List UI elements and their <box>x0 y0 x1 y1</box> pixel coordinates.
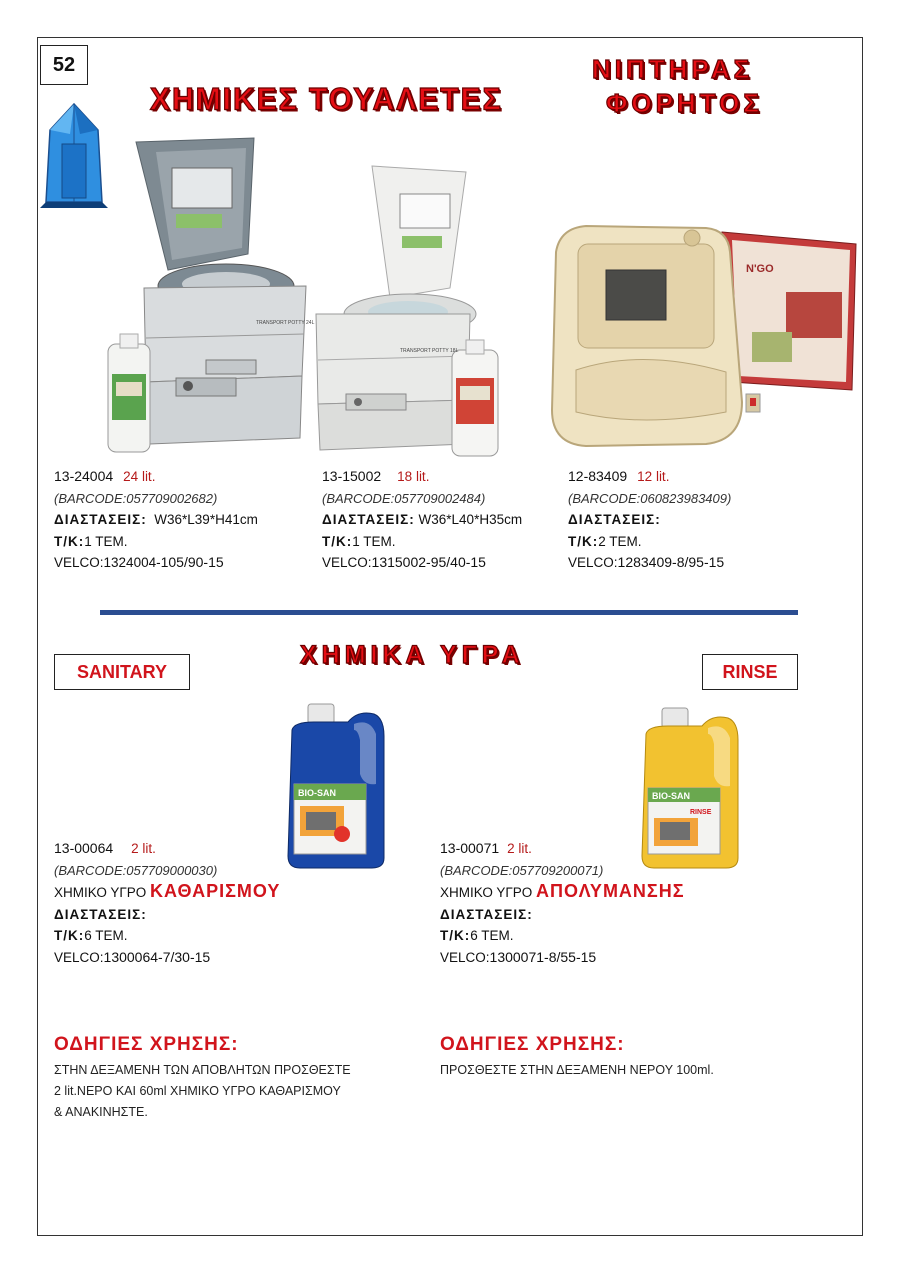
product-13-00064 <box>54 838 280 968</box>
instruction-line: 2 lit.ΝΕΡΟ ΚΑΙ 60ml ΧΗΜΙΚΟ ΥΓΡΟ ΚΑΘΑΡΙΣΜΟΥ <box>54 1084 341 1098</box>
pack-value: 1 ΤΕΜ. <box>84 533 128 549</box>
toilet-24l-image <box>106 138 315 458</box>
instructions-text-sanitary <box>54 1060 404 1123</box>
instructions-title-sanitary: ΟΔΗΓΙΕΣ ΧΡΗΣΗΣ: <box>54 1034 239 1055</box>
product-barcode: (BARCODE:057709002682) <box>54 490 218 506</box>
toilet-brand-label-2: TRANSPORT POTTY 18L <box>400 348 459 354</box>
washbasin-box-label: N'GO <box>746 263 774 275</box>
velco-code: 1315002-95/40-15 <box>371 554 486 570</box>
product-description-emphasis: ΑΠΟΛΥΜΑΝΣΗΣ <box>536 881 685 901</box>
velco-label: VELCO: <box>568 555 618 570</box>
sanitary-bottle-image <box>284 700 388 870</box>
velco-label: VELCO: <box>322 555 372 570</box>
product-capacity: 2 lit. <box>507 841 532 856</box>
dimensions-label: ΔΙΑΣΤΑΣΕΙΣ: <box>568 512 661 527</box>
pack-label: Τ/Κ: <box>440 928 471 943</box>
product-capacity: 2 lit. <box>131 841 156 856</box>
pack-label: Τ/Κ: <box>54 533 85 549</box>
velco-label: VELCO: <box>54 555 104 570</box>
product-capacity: 12 lit. <box>637 469 670 484</box>
page-number: 52 <box>40 45 88 85</box>
product-capacity: 18 lit. <box>397 469 430 484</box>
product-code: 13-24004 <box>54 468 114 484</box>
heading-portable-washbasin-2: ΦΟΡΗΤΟΣ <box>606 88 763 118</box>
pack-label: Τ/Κ: <box>54 928 85 943</box>
velco-code: 1283409-8/95-15 <box>617 554 725 570</box>
pack-value: 6 ΤΕΜ. <box>470 928 514 943</box>
dimensions-value: W36*L39*H41cm <box>154 512 258 527</box>
product-description: ΧΗΜΙΚΟ ΥΓΡΟ <box>54 885 151 900</box>
section-divider <box>100 610 798 615</box>
instruction-line: ΠΡΟΣΘΕΣΤΕ ΣΤΗΝ ΔΕΞΑΜΕΝΗ ΝΕΡΟΥ 100ml. <box>440 1063 714 1077</box>
product-code: 13-00071 <box>440 840 500 856</box>
product-barcode: (BARCODE:057709200071) <box>440 862 604 878</box>
bottle-brand-label: BIO-SAN <box>652 791 690 801</box>
product-capacity: 24 lit. <box>123 469 156 484</box>
dimensions-label: ΔΙΑΣΤΑΣΕΙΣ: <box>440 906 533 922</box>
product-13-00071 <box>440 838 685 968</box>
instruction-line: & ΑΝΑΚΙΝΗΣΤΕ. <box>54 1105 148 1119</box>
instructions-text-rinse <box>440 1060 790 1081</box>
sanitary-label: SANITARY <box>54 654 190 690</box>
toilet-18l-image <box>310 164 500 458</box>
dimensions-label: ΔΙΑΣΤΑΣΕΙΣ: <box>54 906 147 922</box>
washbasin-image <box>546 222 856 452</box>
velco-code: 1324004- <box>103 555 161 570</box>
dimensions-label: ΔΙΑΣΤΑΣΕΙΣ: <box>54 512 147 527</box>
shower-tent-image <box>40 100 108 212</box>
product-code: 13-15002 <box>322 468 382 484</box>
product-barcode: (BARCODE:057709002484) <box>322 490 486 506</box>
rinse-label: RINSE <box>702 654 798 690</box>
pack-value: 2 ΤΕΜ. <box>598 533 642 549</box>
dimensions-label: ΔΙΑΣΤΑΣΕΙΣ: <box>322 512 415 527</box>
instructions-title-rinse: ΟΔΗΓΙΕΣ ΧΡΗΣΗΣ: <box>440 1034 625 1055</box>
heading-portable-washbasin-1: ΝΙΠΤΗΡΑΣ <box>592 54 754 84</box>
product-description-emphasis: ΚΑΘΑΡΙΣΜΟΥ <box>150 881 281 901</box>
pack-value: 1 ΤΕΜ. <box>352 533 396 549</box>
product-barcode: (BARCODE:060823983409) <box>568 490 732 506</box>
bottle-rinse-label: RINSE <box>690 809 712 816</box>
pack-label: Τ/Κ: <box>568 533 599 549</box>
product-13-15002 <box>322 466 522 574</box>
product-barcode: (BARCODE:057709000030) <box>54 862 218 878</box>
heading-chemical-toilets: ΧΗΜΙΚΕΣ ΤΟΥΑΛΕΤΕΣ <box>150 82 503 117</box>
velco-code: 1300071-8/55-15 <box>489 948 597 965</box>
product-description: ΧΗΜΙΚΟ ΥΓΡΟ <box>440 885 537 900</box>
product-code: 12-83409 <box>568 468 628 484</box>
heading-chemical-liquids: ΧΗΜΙΚΑ ΥΓΡΑ <box>300 641 525 669</box>
product-12-83409 <box>568 466 731 574</box>
velco-price: 105/90-15 <box>160 554 224 570</box>
dimensions-value: W36*L40*H35cm <box>418 512 523 527</box>
pack-label: Τ/Κ: <box>322 533 353 549</box>
toilet-brand-label-1: TRANSPORT POTTY 24L <box>256 320 315 326</box>
velco-label: VELCO: <box>54 949 104 965</box>
velco-code: 1300064-7/30-15 <box>103 948 211 965</box>
product-code: 13-00064 <box>54 840 114 856</box>
product-13-24004 <box>54 466 258 574</box>
bottle-brand-label: BIO-SAN <box>298 788 336 798</box>
velco-label: VELCO: <box>440 949 490 965</box>
pack-value: 6 ΤΕΜ. <box>84 928 128 943</box>
instruction-line: ΣΤΗΝ ΔΕΞΑΜΕΝΗ ΤΩΝ ΑΠΟΒΛΗΤΩΝ ΠΡΟΣΘΕΣΤΕ <box>54 1063 351 1077</box>
